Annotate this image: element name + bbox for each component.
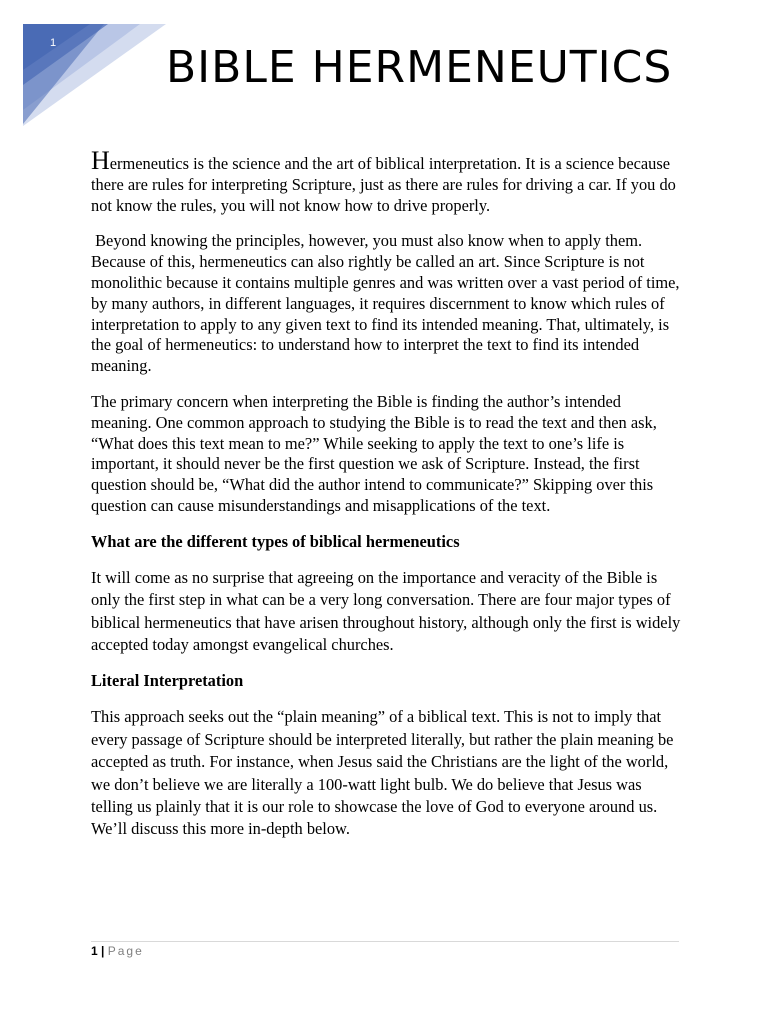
footer-page-number: 1 [91,944,98,958]
paragraph-primary-concern: The primary concern when interpreting the Bible is finding the author’s intended meaning. One common approach to studying the Bible is to read the text and then ask, “What does this text mean to me?” While seeking to apply the text to one’s life is important, it should never be the first question we ask of Scripture. Instead, the first question should be, “What did the author intend to communicate?” Skipping over this question can cause misunderstandings and misapplications of the text. [91,391,657,515]
paragraph-types: It will come as no surprise that agreeing on the importance and veracity of the Bible is only the first step in what can be a very long conversation. There are four major types of biblical hermeneutics that have arisen throughout history, although only the first is widely accepted today amongst evangelical churches. [91,567,681,654]
document-body [91,146,684,856]
corner-decoration [0,0,180,140]
document-title: BIBLE HERMENEUTICS [166,42,673,93]
paragraph-literal: This approach seeks out the “plain meaning” of a biblical text. This is not to imply that every passage of Scripture should be interpreted literally, but rather the plain meaning be accepted as truth. For instance, when Jesus said the Christians are the light of the world, we don’t believe we are literally a 100-watt light bulb. We do believe that Jesus was telling us plainly that it is our role to showcase the love of God to everyone around us. We’ll discuss this more in-depth below. [91,707,674,839]
paragraph-intro [91,146,681,216]
footer-page-label: Page [107,944,144,958]
header-page-number: 1 [50,37,57,49]
heading-types: What are the different types of biblical hermeneutics [91,531,460,551]
page-footer [91,944,144,958]
drop-cap: H [91,146,110,175]
footer-divider [91,941,679,942]
footer-separator: | [101,944,105,958]
paragraph-intro-text: ermeneutics is the science and the art of biblical interpretation. It is a science because there are rules for interpreting Scripture, just as there are rules for driving a car. If you do not know the rules, you will not know how to drive properly. [91,154,676,215]
paragraph-principles: Beyond knowing the principles, however, you must also know when to apply them. Because of this, hermeneutics can also rightly be called an art. Since Scripture is not monolithic because it contains multiple genres and was written over a vast period of time, by many authors, in different languages, it requires discernment to know which rules of interpretation to apply to any given text to find its intended meaning. That, ultimately, is the goal of hermeneutics: to understand how to interpret the text to find its intended meaning. [91,231,684,376]
heading-literal: Literal Interpretation [91,671,244,691]
